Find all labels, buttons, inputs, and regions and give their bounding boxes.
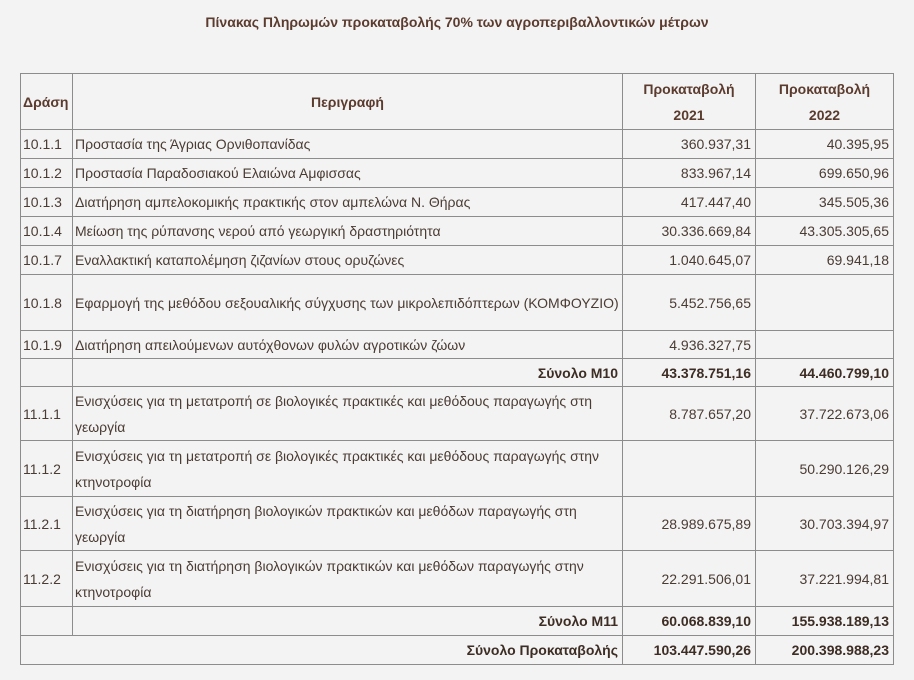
payments-table bbox=[20, 73, 894, 665]
value-2022: 37.722.673,06 bbox=[756, 387, 894, 441]
total-label: Σύνολο Μ11 bbox=[73, 607, 623, 636]
action-code: 10.1.2 bbox=[21, 159, 73, 188]
value-2021: 417.447,40 bbox=[623, 188, 756, 217]
value-2022: 699.650,96 bbox=[756, 159, 894, 188]
total-row-m10 bbox=[21, 359, 894, 387]
description: Προστασία Παραδοσιακού Ελαιώνα Αμφισσας bbox=[73, 159, 623, 188]
value-2022: 345.505,36 bbox=[756, 188, 894, 217]
description: Μείωση της ρύπανσης νερού από γεωργική δραστηριότητα bbox=[73, 217, 623, 246]
action-code: 10.1.8 bbox=[21, 275, 73, 331]
action-code: 11.2.1 bbox=[21, 497, 73, 551]
empty-cell bbox=[21, 607, 73, 636]
total-2022: 155.938.189,13 bbox=[756, 607, 894, 636]
total-row-m11 bbox=[21, 607, 894, 636]
value-2021: 4.936.327,75 bbox=[623, 331, 756, 359]
description: Διατήρηση απειλούμενων αυτόχθονων φυλών αγροτικών ζώων bbox=[73, 331, 623, 359]
header-action: Δράση bbox=[21, 74, 73, 130]
value-2021: 360.937,31 bbox=[623, 130, 756, 159]
header-row bbox=[21, 74, 894, 130]
header-2021-line1: Προκαταβολή bbox=[643, 80, 735, 97]
table-row bbox=[21, 497, 894, 551]
value-2021: 22.291.506,01 bbox=[623, 551, 756, 607]
grand-total-2022: 200.398.988,23 bbox=[756, 636, 894, 665]
value-2021: 833.967,14 bbox=[623, 159, 756, 188]
action-code: 10.1.9 bbox=[21, 331, 73, 359]
total-label: Σύνολο Μ10 bbox=[73, 359, 623, 387]
header-description: Περιγραφή bbox=[73, 74, 623, 130]
action-code: 10.1.7 bbox=[21, 246, 73, 275]
grand-total-label: Σύνολο Προκαταβολής bbox=[21, 636, 623, 665]
value-2022: 50.290.126,29 bbox=[756, 441, 894, 497]
table-row bbox=[21, 217, 894, 246]
action-code: 11.1.1 bbox=[21, 387, 73, 441]
grand-total-2021: 103.447.590,26 bbox=[623, 636, 756, 665]
action-code: 11.2.2 bbox=[21, 551, 73, 607]
value-2022: 37.221.994,81 bbox=[756, 551, 894, 607]
table-row bbox=[21, 275, 894, 331]
table-row bbox=[21, 387, 894, 441]
action-code: 10.1.3 bbox=[21, 188, 73, 217]
action-code: 11.1.2 bbox=[21, 441, 73, 497]
table-row bbox=[21, 246, 894, 275]
value-2022: 43.305.305,65 bbox=[756, 217, 894, 246]
table-row bbox=[21, 159, 894, 188]
description: Εναλλακτική καταπολέμηση ζιζανίων στους ορυζώνες bbox=[73, 246, 623, 275]
header-2022 bbox=[756, 74, 894, 130]
value-2021: 8.787.657,20 bbox=[623, 387, 756, 441]
value-2022: 40.395,95 bbox=[756, 130, 894, 159]
value-2022 bbox=[756, 331, 894, 359]
table-row bbox=[21, 188, 894, 217]
grand-total-row bbox=[21, 636, 894, 665]
total-2022: 44.460.799,10 bbox=[756, 359, 894, 387]
description: Προστασία της Άγριας Ορνιθοπανίδας bbox=[73, 130, 623, 159]
empty-cell bbox=[21, 359, 73, 387]
header-2021-line2: 2021 bbox=[673, 106, 705, 123]
value-2022 bbox=[756, 275, 894, 331]
value-2021: 1.040.645,07 bbox=[623, 246, 756, 275]
value-2021: 5.452.756,65 bbox=[623, 275, 756, 331]
table-row bbox=[21, 441, 894, 497]
table-row bbox=[21, 551, 894, 607]
table-row bbox=[21, 130, 894, 159]
description: Ενισχύσεις για τη διατήρηση βιολογικών πρακτικών και μεθόδων παραγωγής στη γεωργία bbox=[73, 497, 623, 551]
action-code: 10.1.4 bbox=[21, 217, 73, 246]
description: Διατήρηση αμπελοκομικής πρακτικής στον αμπελώνα Ν. Θήρας bbox=[73, 188, 623, 217]
table-row bbox=[21, 331, 894, 359]
action-code: 10.1.1 bbox=[21, 130, 73, 159]
page-title: Πίνακας Πληρωμών προκαταβολής 70% των αγροπεριβαλλοντικών μέτρων bbox=[205, 14, 709, 30]
description: Ενισχύσεις για τη διατήρηση βιολογικών πρακτικών και μεθόδων παραγωγής στην κτηνοτροφία bbox=[73, 551, 623, 607]
description: Ενισχύσεις για τη μετατροπή σε βιολογικές πρακτικές και μεθόδους παραγωγής στην κτηνοτροφία bbox=[73, 441, 623, 497]
total-2021: 60.068.839,10 bbox=[623, 607, 756, 636]
description: Ενισχύσεις για τη μετατροπή σε βιολογικές πρακτικές και μεθόδους παραγωγής στη γεωργία bbox=[73, 387, 623, 441]
value-2021: 28.989.675,89 bbox=[623, 497, 756, 551]
header-2022-line1: Προκαταβολή bbox=[778, 80, 871, 97]
value-2022: 30.703.394,97 bbox=[756, 497, 894, 551]
description: Εφαρμογή της μεθόδου σεξουαλικής σύγχυσης των μικρολεπιδόπτερων (ΚΟΜΦΟΥΖΙΟ) bbox=[73, 275, 623, 331]
header-2021 bbox=[623, 74, 756, 130]
value-2021: 30.336.669,84 bbox=[623, 217, 756, 246]
value-2021 bbox=[623, 441, 756, 497]
value-2022: 69.941,18 bbox=[756, 246, 894, 275]
header-2022-line2: 2022 bbox=[808, 106, 841, 123]
total-2021: 43.378.751,16 bbox=[623, 359, 756, 387]
